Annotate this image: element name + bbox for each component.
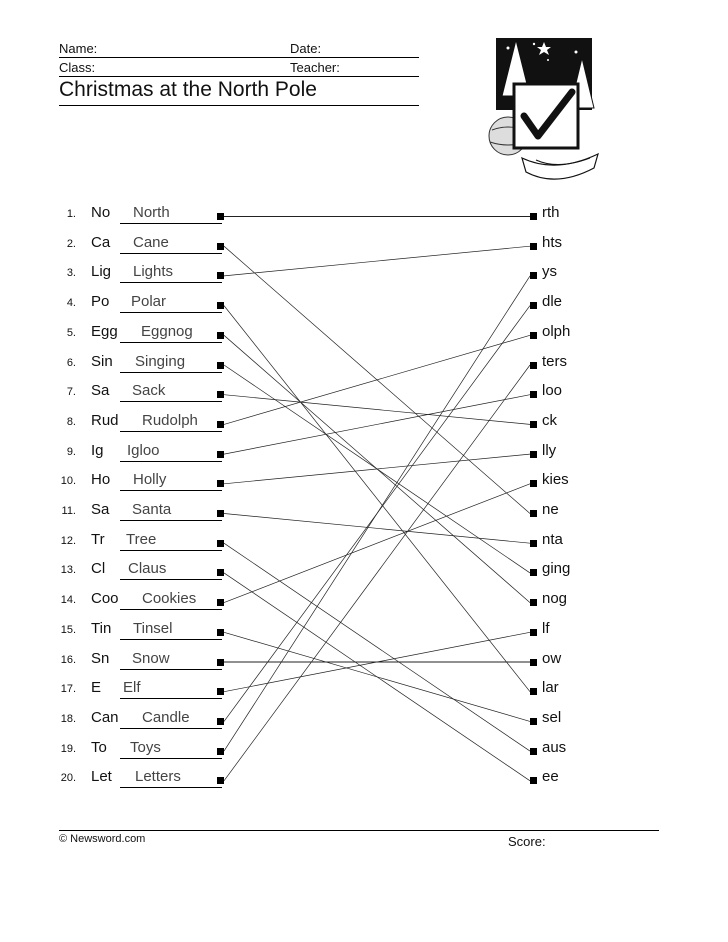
word-suffix: sel (542, 708, 562, 726)
word-suffix: ys (542, 263, 557, 281)
right-match-point (530, 243, 537, 250)
answer-text: Claus (128, 560, 167, 578)
left-match-point (217, 272, 224, 279)
left-match-point (217, 599, 224, 606)
teacher-label: Teacher: (290, 60, 340, 75)
answer-blank-line (120, 758, 222, 759)
answer-blank-line (120, 342, 222, 343)
answer-text: Holly (133, 471, 167, 489)
item-number: 15. (60, 623, 76, 636)
answer-text: Tinsel (133, 619, 173, 637)
word-prefix: Tin (91, 619, 112, 637)
item-number: 3. (66, 267, 76, 280)
left-match-point (217, 362, 224, 369)
item-number: 17. (60, 683, 76, 696)
word-suffix: ging (542, 560, 571, 578)
left-match-point (217, 569, 224, 576)
item-number: 18. (60, 712, 76, 725)
right-match-point (530, 302, 537, 309)
word-suffix: lly (542, 441, 557, 459)
item-number: 14. (60, 594, 76, 607)
right-match-point (530, 421, 537, 428)
right-match-point (530, 480, 537, 487)
answer-text: Candle (142, 708, 190, 726)
word-prefix: Can (91, 708, 119, 726)
word-prefix: Sa (91, 501, 110, 518)
answer-text: North (133, 204, 170, 221)
word-prefix: Lig (91, 263, 112, 281)
answer-blank-line (120, 401, 222, 402)
word-suffix: ne (542, 501, 559, 518)
right-match-point (530, 748, 537, 755)
answer-blank-line (120, 461, 222, 462)
answer-text: Letters (135, 768, 181, 786)
word-suffix: ck (542, 411, 557, 429)
copyright-text: © Newsword.com (59, 833, 146, 845)
left-match-point (217, 510, 224, 517)
left-match-point (217, 540, 224, 547)
match-line (224, 454, 530, 484)
match-line (224, 543, 530, 751)
item-number: 20. (60, 772, 76, 785)
right-match-point (530, 629, 537, 636)
word-suffix: olph (542, 322, 571, 340)
left-match-point (217, 213, 224, 220)
right-match-point (530, 272, 537, 279)
match-line (224, 365, 530, 781)
word-suffix: dle (542, 293, 563, 311)
answer-blank-line (120, 669, 222, 670)
name-label: Name: (59, 41, 98, 56)
answer-blank-line (120, 312, 222, 313)
word-suffix: lf (542, 619, 550, 637)
answer-text: Snow (132, 649, 170, 667)
word-prefix: Ho (91, 471, 111, 489)
word-suffix: aus (542, 738, 567, 756)
word-prefix: Sa (91, 382, 110, 400)
right-match-point (530, 510, 537, 517)
word-prefix: Cl (91, 560, 106, 578)
answer-text: Singing (135, 352, 186, 370)
word-prefix: Sn (91, 649, 110, 667)
word-prefix: Coo (91, 590, 119, 608)
answer-text: Cookies (142, 590, 197, 608)
item-number: 2. (66, 237, 76, 250)
score-label: Score: (508, 834, 546, 849)
right-match-point (530, 659, 537, 666)
word-suffix: kies (542, 471, 569, 489)
word-suffix: loo (542, 382, 563, 400)
right-match-point (530, 777, 537, 784)
item-number: 11. (61, 505, 76, 517)
answer-blank-line (120, 223, 222, 224)
left-match-point (217, 451, 224, 458)
right-match-point (530, 688, 537, 695)
word-prefix: Sin (91, 352, 113, 370)
right-match-point (530, 599, 537, 606)
answer-blank-line (120, 639, 222, 640)
word-prefix: Tr (91, 530, 105, 548)
right-match-point (530, 569, 537, 576)
left-match-point (217, 421, 224, 428)
right-match-point (530, 213, 537, 220)
match-line (224, 395, 530, 454)
item-number: 10. (60, 475, 76, 488)
match-line (224, 335, 530, 424)
answer-text: Tree (126, 530, 157, 548)
item-number: 12. (60, 534, 76, 547)
match-line (224, 395, 530, 425)
right-match-point (530, 540, 537, 547)
answer-text: Toys (130, 738, 161, 756)
word-suffix: nog (542, 590, 568, 608)
match-line (224, 276, 530, 751)
answer-text: Elf (123, 679, 141, 697)
answer-text: Eggnog (141, 322, 193, 340)
right-match-point (530, 391, 537, 398)
answer-blank-line (120, 787, 222, 788)
answer-text: Rudolph (142, 411, 198, 429)
item-number: 13. (60, 564, 76, 577)
word-suffix: ow (542, 649, 562, 667)
answer-blank-line (120, 372, 222, 373)
word-prefix: Egg (91, 322, 118, 340)
match-line (224, 632, 530, 721)
item-number: 9. (66, 445, 76, 458)
answer-blank-line (120, 282, 222, 283)
left-match-point (217, 718, 224, 725)
match-line (224, 514, 530, 544)
left-match-point (217, 688, 224, 695)
word-suffix: nta (542, 530, 563, 548)
item-number: 1. (66, 208, 76, 220)
left-match-point (217, 748, 224, 755)
word-prefix: Ig (91, 441, 104, 459)
item-number: 7. (66, 386, 76, 399)
answer-blank-line (120, 728, 222, 729)
answer-text: Sack (132, 382, 166, 400)
answer-blank-line (120, 431, 222, 432)
right-match-point (530, 332, 537, 339)
match-line (224, 484, 530, 603)
class-label: Class: (59, 60, 96, 75)
answer-blank-line (120, 579, 222, 580)
word-suffix: hts (542, 233, 563, 251)
right-match-point (530, 362, 537, 369)
left-match-point (217, 332, 224, 339)
answer-text: Santa (132, 501, 172, 518)
word-prefix: Let (91, 768, 112, 786)
left-match-point (217, 629, 224, 636)
footer-divider (59, 830, 659, 831)
left-match-point (217, 480, 224, 487)
item-number: 8. (66, 415, 76, 428)
left-match-point (217, 391, 224, 398)
answer-text: Cane (133, 233, 169, 251)
answer-blank-line (120, 490, 222, 491)
right-match-point (530, 451, 537, 458)
word-prefix: E (91, 679, 102, 697)
word-prefix: No (91, 204, 111, 221)
item-number: 19. (60, 742, 76, 755)
word-prefix: To (91, 738, 107, 756)
answer-text: Polar (131, 293, 167, 311)
word-prefix: Rud (91, 411, 119, 429)
left-match-point (217, 302, 224, 309)
item-number: 6. (66, 356, 76, 369)
left-match-point (217, 659, 224, 666)
match-line (224, 306, 530, 692)
right-match-point (530, 718, 537, 725)
match-line (224, 246, 530, 276)
word-suffix: ee (542, 768, 559, 786)
left-match-point (217, 777, 224, 784)
answer-text: Lights (133, 263, 174, 281)
word-prefix: Po (91, 293, 110, 311)
answer-blank-line (120, 550, 222, 551)
left-match-point (217, 243, 224, 250)
item-number: 5. (66, 326, 76, 339)
item-number: 16. (60, 653, 76, 666)
worksheet-title: Christmas at the North Pole (59, 78, 317, 101)
answer-blank-line (120, 253, 222, 254)
answer-blank-line (120, 609, 222, 610)
answer-text: Igloo (127, 441, 160, 459)
word-suffix: lar (542, 679, 559, 697)
date-label: Date: (290, 41, 322, 56)
item-number: 4. (66, 297, 76, 310)
word-suffix: rth (542, 204, 560, 221)
word-prefix: Ca (91, 233, 111, 251)
answer-blank-line (120, 698, 222, 699)
word-suffix: ters (542, 352, 568, 370)
answer-blank-line (120, 520, 222, 521)
